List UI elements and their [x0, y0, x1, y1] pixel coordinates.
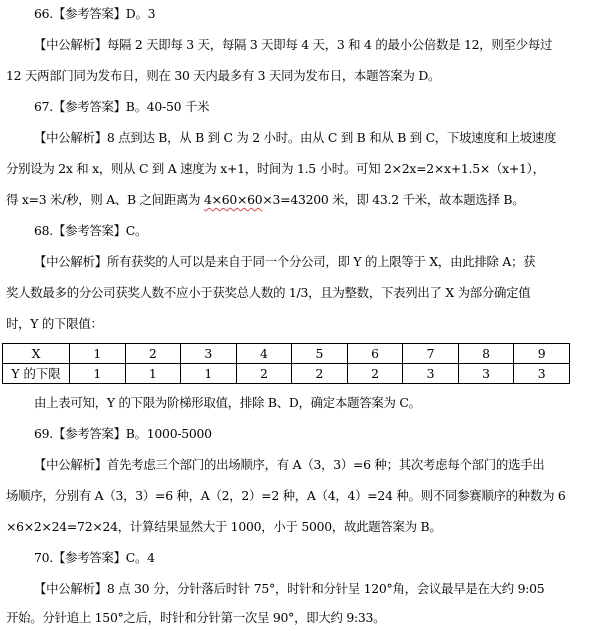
table-cell: 7 — [403, 344, 459, 364]
table-row — [3, 344, 570, 364]
spellcheck-underlined-text: 4×60×60 — [203, 192, 263, 207]
q66-analysis-line-2: 12 天两部门同为发布日，则在 30 天内最多有 3 天同为发布日，本题答案为 D。 — [6, 68, 441, 83]
q67-answer: 67.【参考答案】B。40-50 千米 — [34, 99, 210, 114]
q69-answer: 69.【参考答案】B。1000-5000 — [34, 426, 212, 441]
table-cell: 5 — [292, 344, 348, 364]
table-row — [3, 364, 570, 384]
table-header-y: Y 的下限 — [3, 364, 70, 384]
table-cell: 1 — [181, 364, 237, 384]
q67-analysis-line-2: 分别设为 2x 和 x，则从 C 到 A 速度为 x+1，时间为 1.5 小时。可知 2×2x=2×x+1.5×（x+1）， — [6, 161, 545, 176]
table-header-x: X — [3, 344, 70, 364]
q67-line3-after: ×3=43200 米，即 43.2 千米，故本题选择 B。 — [262, 192, 525, 207]
table-cell: 1 — [70, 364, 126, 384]
table-cell: 3 — [514, 364, 570, 384]
q67-analysis-line-3 — [6, 190, 606, 210]
table-cell: 3 — [458, 364, 514, 384]
q68-conclusion: 由上表可知，Y 的下限为阶梯形取值，排除 B、D，确定本题答案为 C。 — [34, 395, 421, 410]
q69-analysis-line-1: 【中公解析】首先考虑三个部门的出场顺序，有 A（3，3）=6 种；其次考虑每个部门的选手出 — [34, 457, 545, 472]
table-cell: 2 — [347, 364, 403, 384]
q69-analysis-line-2: 场顺序，分别有 A（3，3）=6 种，A（2，2）=2 种，A（4，4）=24 种。则不同参赛顺序的种数为 6 — [6, 488, 566, 503]
table-cell: 8 — [458, 344, 514, 364]
q70-answer: 70.【参考答案】C。4 — [34, 550, 155, 565]
q67-line3-before: 得 x=3 米/秒，则 A、B 之间距离为 — [6, 192, 204, 207]
table-cell: 4 — [236, 344, 292, 364]
table-cell: 1 — [70, 344, 126, 364]
table-cell: 6 — [347, 344, 403, 364]
x-y-table — [2, 343, 570, 384]
table-cell: 2 — [292, 364, 348, 384]
q70-analysis-line-2: 开始。分针追上 150°之后，时针和分针第一次呈 90°，即大约 9:33。 — [6, 610, 386, 625]
q68-answer: 68.【参考答案】C。 — [34, 223, 148, 238]
table-cell: 3 — [403, 364, 459, 384]
table-cell: 2 — [125, 344, 181, 364]
table-cell: 2 — [236, 364, 292, 384]
q66-answer: 66.【参考答案】D。3 — [34, 6, 156, 21]
q68-analysis-line-3: 时，Y 的下限值： — [6, 316, 103, 331]
q67-analysis-line-1: 【中公解析】8 点到达 B，从 B 到 C 为 2 小时。由从 C 到 B 和从 B 到 C，下坡速度和上坡速度 — [34, 130, 557, 145]
table-cell: 9 — [514, 344, 570, 364]
q70-analysis-line-1: 【中公解析】8 点 30 分，分针落后时针 75°，时针和分针呈 120°角，会议最早是在大约 9:05 — [34, 581, 545, 596]
q68-analysis-line-2: 奖人数最多的分公司获奖人数不应小于获奖总人数的 1/3，且为整数，下表列出了 X 为部分确定值 — [6, 285, 531, 300]
table-cell: 3 — [181, 344, 237, 364]
q66-analysis-line-1: 【中公解析】每隔 2 天即每 3 天，每隔 3 天即每 4 天，3 和 4 的最小公倍数是 12，则至少每过 — [34, 37, 553, 52]
q68-analysis-line-1: 【中公解析】所有获奖的人可以是来自于同一个分公司，即 Y 的上限等于 X，由此排除 A；获 — [34, 254, 536, 269]
q69-analysis-line-3: ×6×2×24=72×24，计算结果显然大于 1000，小于 5000，故此题答案为 B。 — [6, 519, 442, 534]
table-cell: 1 — [125, 364, 181, 384]
